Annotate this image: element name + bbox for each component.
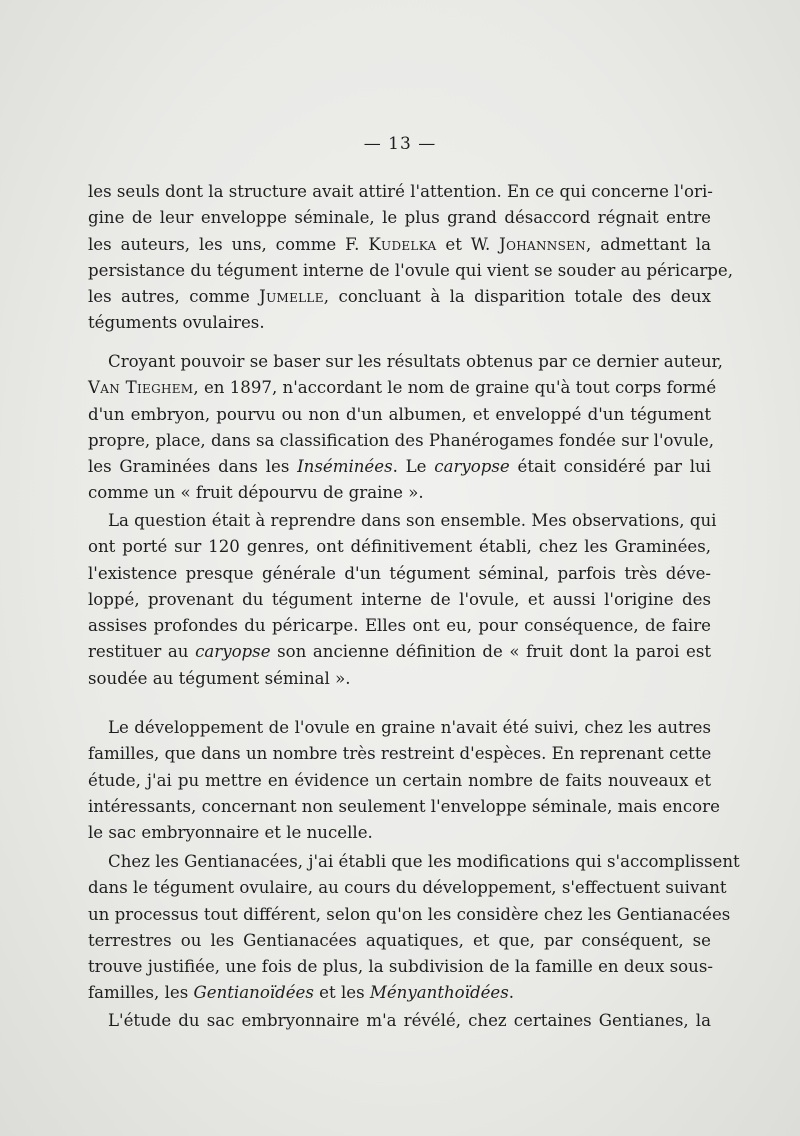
text-run: , en 1897, n'accordant le nom de graine qu'à tout corps formé (193, 378, 717, 398)
italic-term: caryopse (434, 457, 510, 477)
paragraph-text (88, 849, 740, 1007)
text-run: gine de leur enveloppe séminale, le plus grand désaccord régnait entre (88, 208, 711, 228)
text-line (88, 402, 711, 428)
text-line (88, 454, 711, 480)
text-run: un processus tout différent, selon qu'on les considère chez les Gentianacées (88, 904, 731, 924)
text-run: restituer au (88, 642, 196, 662)
paragraph-text (88, 715, 720, 846)
text-run: assises profondes du péricarpe. Elles ont eu, pour conséquence, de faire (88, 616, 711, 636)
text-run: L'étude du sac embryonnaire m'a révélé, chez certaines Gentianes, la (108, 1011, 711, 1030)
text-line (88, 349, 723, 375)
text-run: propre, place, dans sa classification des Phanérogames fondée sur l'ovule, (88, 430, 715, 450)
text-run: familles, que dans un nombre très restreint d'espèces. En reprenant cette (88, 744, 712, 764)
paragraph-1 (88, 179, 734, 337)
author-name: Johannsen (499, 234, 586, 254)
text-run: La question était à reprendre dans son ensemble. Mes observations, qui (108, 511, 717, 530)
paragraph-text (88, 508, 717, 692)
text-run: trouve justifiée, une fois de plus, la subdivision de la famille en deux sous- (88, 957, 713, 977)
author-name: Jumelle (259, 287, 324, 307)
text-run: familles, les (88, 983, 194, 1003)
text-run: les Graminées dans les (88, 457, 298, 477)
text-run: , admettant la (585, 234, 711, 254)
text-run: les seuls dont la structure avait attiré l'attention. En ce qui concerne l'ori- (88, 182, 713, 201)
paragraph-4 (88, 715, 720, 846)
text-run: Chez les Gentianacées, j'ai établi que les modifications qui s'accomplissent (108, 852, 740, 871)
text-line (88, 875, 727, 901)
text-line (88, 428, 715, 454)
text-run: . (508, 983, 515, 1003)
text-run: intéressants, concernant non seulement l'enveloppe séminale, mais encore (88, 796, 720, 816)
text-run: comme un « fruit dépourvu de graine ». (88, 483, 424, 503)
text-line (88, 715, 711, 741)
text-line (88, 849, 740, 875)
text-run: . Le (392, 457, 435, 477)
text-line (88, 954, 711, 980)
text-run: les autres, comme (88, 287, 260, 307)
text-run: terrestres ou les Gentianacées aquatiques, et que, par conséquent, se (88, 930, 711, 950)
author-name: Van Tieghem (88, 378, 194, 398)
text-line (88, 508, 717, 534)
paragraph-text (88, 179, 734, 337)
text-line (88, 639, 711, 665)
text-run: Croyant pouvoir se baser sur les résultats obtenus par ce dernier auteur, (108, 352, 723, 371)
paragraph-text (88, 349, 723, 507)
text-line (88, 902, 731, 928)
text-line (88, 284, 711, 310)
text-line (88, 768, 711, 794)
text-line (88, 980, 711, 1006)
text-run: et W. (436, 234, 500, 254)
text-line (88, 613, 711, 639)
text-run: ont porté sur 120 genres, ont définitivement établi, chez les Graminées, (88, 537, 711, 557)
text-line (88, 205, 711, 231)
text-line (88, 258, 734, 284)
text-run: les auteurs, les uns, comme F. (88, 234, 369, 254)
italic-term: caryopse (195, 642, 271, 662)
text-run: loppé, provenant du tégument interne de l'ovule, et aussi l'origine des (88, 589, 711, 609)
text-line (88, 310, 711, 336)
text-run: téguments ovulaires. (88, 313, 265, 333)
text-run: son ancienne définition de « fruit dont la paroi est (270, 642, 712, 662)
text-run: , concluant à la disparition totale des deux (323, 287, 711, 307)
italic-term: Inséminées (297, 457, 393, 477)
paragraph-6 (88, 1008, 711, 1034)
text-run: Le développement de l'ovule en graine n'avait été suivi, chez les autres (108, 718, 711, 737)
text-line (88, 534, 711, 560)
text-line (88, 179, 711, 205)
text-run: soudée au tégument séminal ». (88, 668, 351, 688)
text-line (88, 928, 711, 954)
text-run: l'existence presque générale d'un tégument séminal, parfois très déve- (88, 563, 711, 583)
paragraph-text (88, 1008, 711, 1034)
text-run: et les (313, 983, 370, 1003)
text-line (88, 1008, 711, 1034)
text-run: dans le tégument ovulaire, au cours du développement, s'effectuent suivant (88, 878, 727, 898)
text-line (88, 666, 711, 692)
text-run: persistance du tégument interne de l'ovule qui vient se souder au péricarpe, (88, 260, 734, 280)
text-line (88, 820, 711, 846)
text-line (88, 480, 711, 506)
text-run: étude, j'ai pu mettre en évidence un certain nombre de faits nouveaux et (88, 770, 711, 790)
text-line (88, 561, 711, 587)
page-number: — 13 — (363, 134, 437, 154)
text-line (88, 587, 711, 613)
text-line (88, 375, 717, 401)
text-line (88, 232, 711, 258)
text-line (88, 794, 720, 820)
paragraph-5 (88, 849, 740, 1007)
author-name: Kudelka (368, 234, 437, 254)
text-run: le sac embryonnaire et le nucelle. (88, 823, 373, 843)
italic-term: Ményanthoïdées (369, 983, 509, 1003)
text-run: était considéré par lui (509, 457, 711, 477)
text-run: d'un embryon, pourvu ou non d'un albumen, et enveloppé d'un tégument (88, 404, 711, 424)
paragraph-2 (88, 349, 723, 507)
paragraph-3 (88, 508, 717, 692)
text-line (88, 741, 711, 767)
italic-term: Gentianoïdées (193, 983, 314, 1003)
